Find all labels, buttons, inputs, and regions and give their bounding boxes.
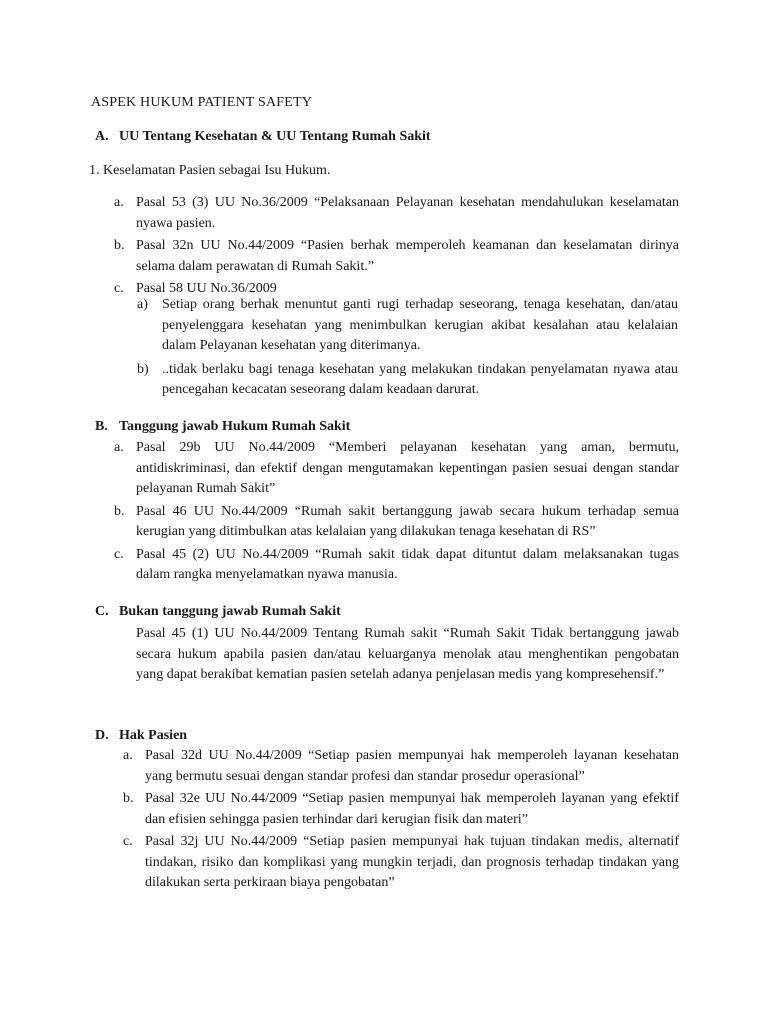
section-b-list (114, 438, 679, 588)
section-d-title: Hak Pasien (119, 728, 188, 743)
section-a-intro: 1. Keselamatan Pasien sebagai Isu Hukum. (89, 163, 331, 178)
sublist-marker: b) (137, 361, 149, 377)
list-item (123, 832, 679, 894)
list-item-text: Pasal 32j UU No.44/2009 “Setiap pasien mempunyai hak tujuan tindakan medis, alternatif tindakan, risiko dan komplikasi yang mungkin terjadi, dan prognosis terhadap tindakan yang dilakukan serta perkiraan biaya pengobatan” (145, 834, 679, 890)
sublist-item-text: Setiap orang berhak menuntut ganti rugi terhadap seseorang, tenaga kesehatan, dan/atau penyelenggara kesehatan yang menimbulkan kerugian akibat kesalahan atau kelalaian dalam Pelayanan kesehatan yang diterimanya. (162, 297, 678, 353)
sublist-item (137, 360, 678, 401)
list-item (114, 236, 679, 277)
list-marker: a. (114, 195, 124, 210)
list-marker: c. (114, 281, 124, 296)
list-item-text: Pasal 32d UU No.44/2009 “Setiap pasien mempunyai hak memperoleh layanan kesehatan yang bermutu sesuai dengan standar profesi dan standar prosedur operasional” (145, 748, 679, 784)
section-a-title: UU Tentang Kesehatan & UU Tentang Rumah Sakit (119, 129, 431, 144)
list-item-text: Pasal 29b UU No.44/2009 “Memberi pelayanan kesehatan yang aman, bermutu, antidiskriminasi, dan efektif dengan mengutamakan kepentingan pasien sesuai dengan standar pelayanan Rumah Sakit” (136, 440, 679, 496)
section-d-list (123, 746, 679, 896)
sublist-marker: a) (137, 297, 148, 312)
section-d-heading (95, 726, 685, 747)
sublist-item-text: ..tidak berlaku bagi tenaga kesehatan yang melakukan tindakan penyelamatan nyawa atau pencegahan kecacatan seseorang dalam keadaan darurat. (162, 361, 678, 397)
list-marker: a. (123, 748, 133, 763)
list-item (114, 193, 679, 234)
list-item-text: Pasal 45 (2) UU No.44/2009 “Rumah sakit tidak dapat dituntut dalam melaksanakan tugas dalam rangka menyelamatkan nyawa manusia. (136, 546, 679, 582)
section-a-letter: A. (95, 129, 109, 144)
list-item-text: Pasal 32n UU No.44/2009 “Pasien berhak memperoleh keamanan dan keselamatan dirinya selama dalam perawatan di Rumah Sakit.” (136, 238, 679, 274)
list-marker: b. (123, 791, 134, 806)
section-b-letter: B. (95, 419, 108, 434)
document-title: ASPEK HUKUM PATIENT SAFETY (91, 95, 313, 110)
list-item (114, 502, 679, 543)
list-marker: b. (114, 238, 125, 253)
list-item-text: Pasal 32e UU No.44/2009 “Setiap pasien mempunyai hak memperoleh layanan yang efektif dan efisien sehingga pasien terhindar dari kerugian fisik dan materi” (145, 791, 679, 827)
list-marker: b. (114, 503, 125, 519)
list-marker: a. (114, 440, 124, 455)
section-b-title: Tanggung jawab Hukum Rumah Sakit (119, 419, 351, 434)
list-item (114, 438, 679, 500)
section-c-heading (95, 602, 685, 623)
list-item-text: Pasal 53 (3) UU No.36/2009 “Pelaksanaan Pelayanan kesehatan mendahulukan keselamatan nyawa pasien. (136, 195, 679, 231)
section-c-paragraph: Pasal 45 (1) UU No.44/2009 Tentang Rumah sakit “Rumah Sakit Tidak bertanggung jawab secara hukum apabila pasien dan/atau keluarganya menolak atau menghentikan pengobatan yang dapat berakibat kematian pasien setelah adanya penjelasan medis yang kompresehensif.” (136, 626, 679, 682)
section-a-heading (95, 127, 685, 148)
section-c-letter: C. (95, 604, 109, 619)
section-c-title: Bukan tanggung jawab Rumah Sakit (119, 604, 341, 619)
list-item-text: Pasal 58 UU No.36/2009 (136, 281, 277, 296)
section-b-heading (95, 417, 685, 438)
list-marker: c. (123, 834, 133, 849)
list-item (114, 545, 679, 586)
section-a-sublist (137, 295, 678, 404)
list-item (123, 746, 679, 787)
list-marker: c. (114, 546, 124, 562)
sublist-item (137, 295, 678, 357)
list-item-text: Pasal 46 UU No.44/2009 “Rumah sakit bertanggung jawab secara hukum terhadap semua kerugian yang ditimbulkan atas kelalaian yang dilakukan tenaga kesehatan di RS” (136, 503, 679, 539)
section-a-list (114, 193, 679, 302)
list-item (123, 789, 679, 830)
section-d-letter: D. (95, 728, 109, 743)
